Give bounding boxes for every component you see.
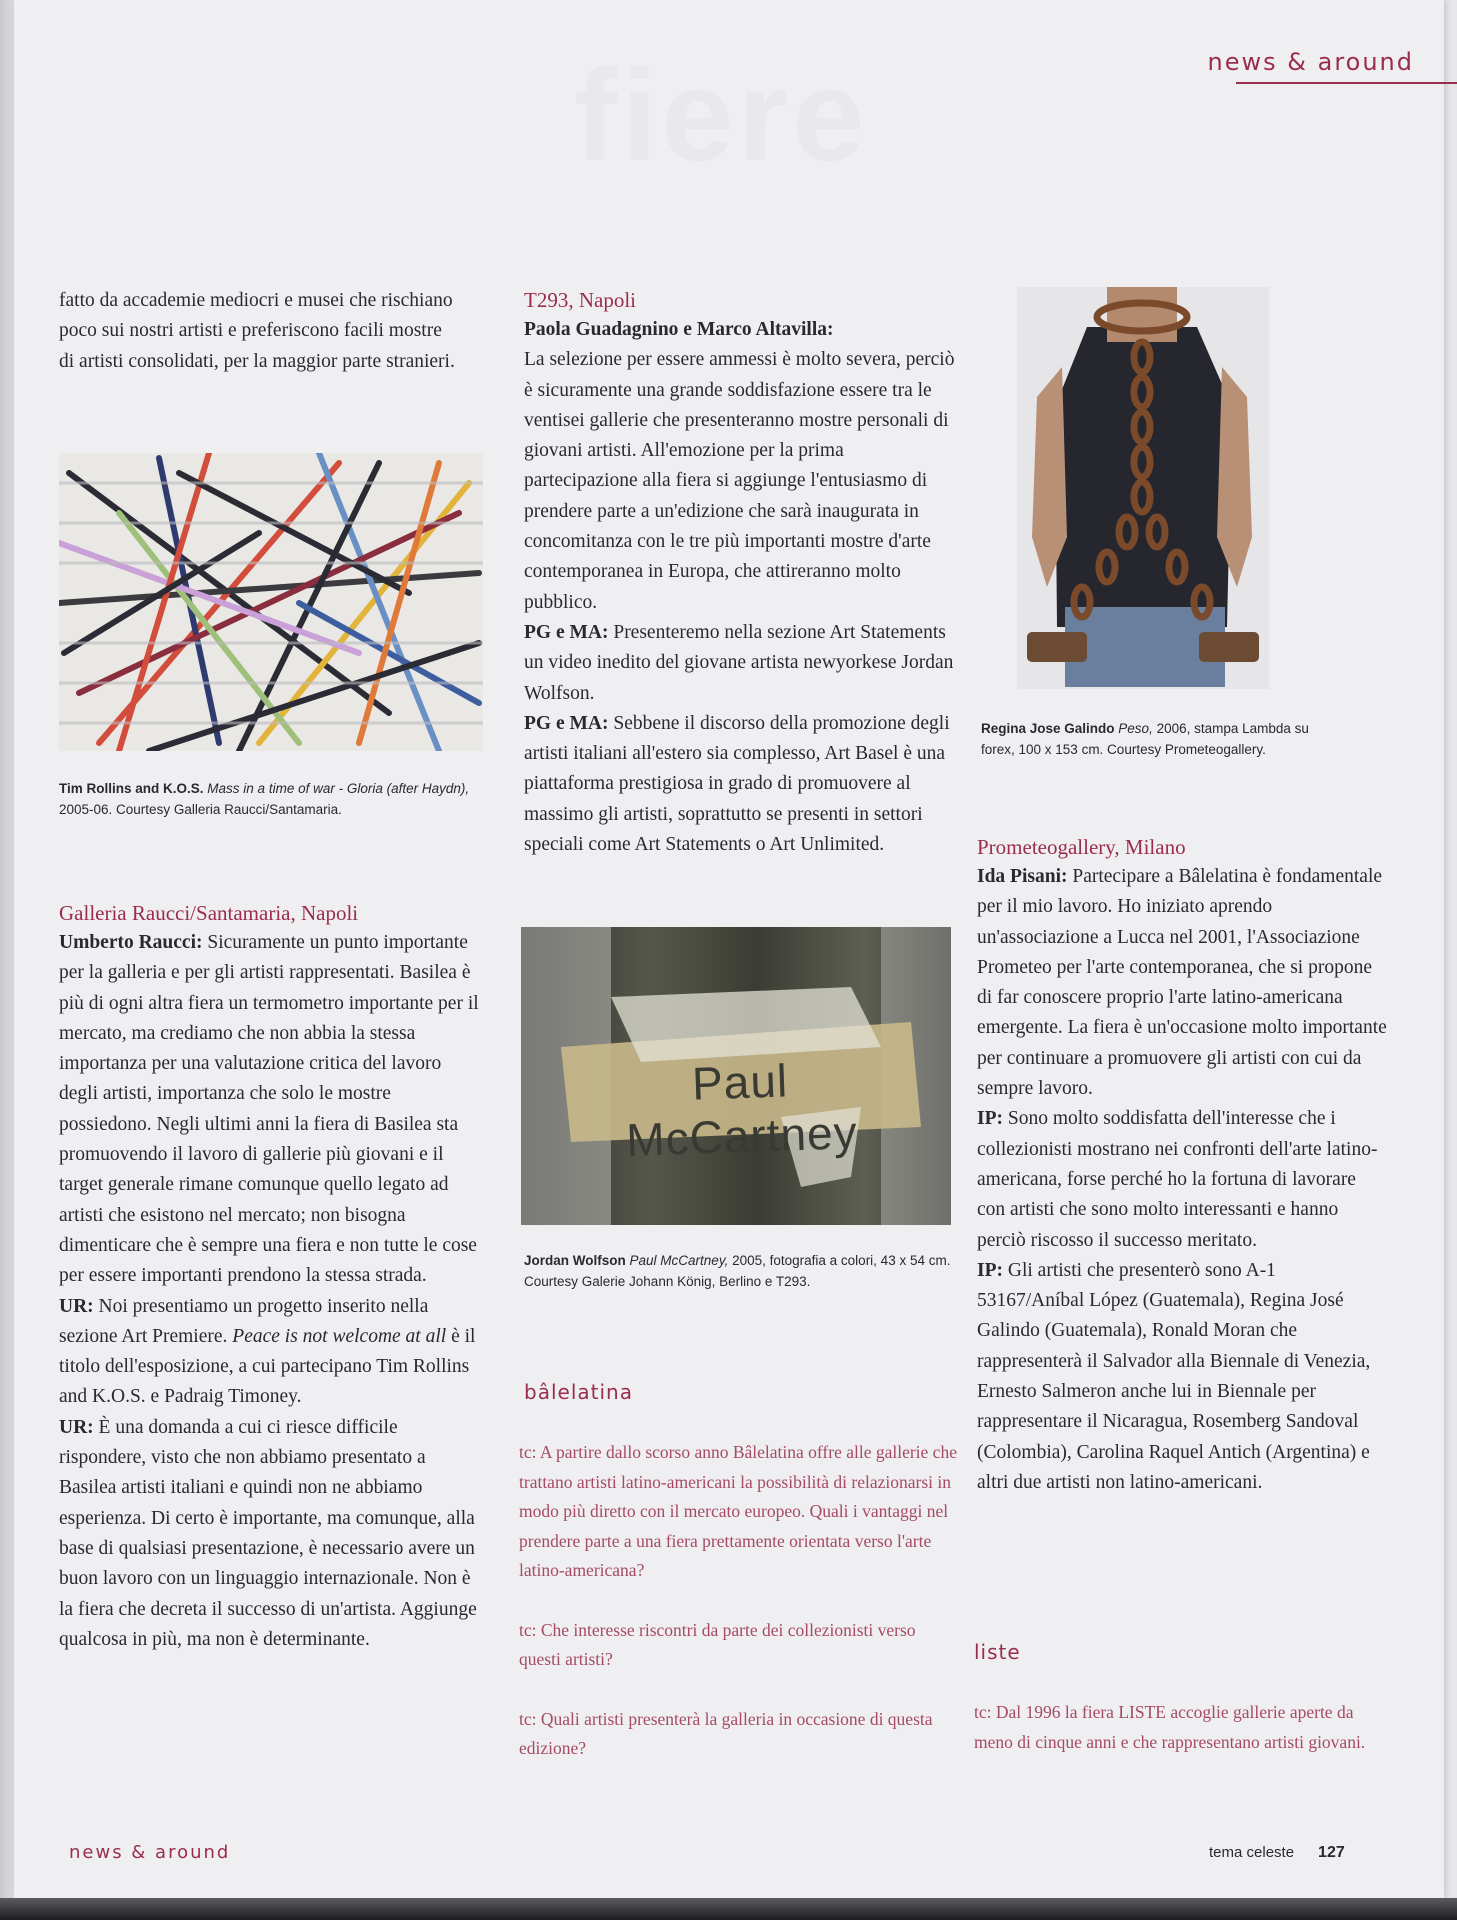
column-2-t293 xyxy=(524,285,956,860)
paragraph-text: Sebbene il discorso della promozione degli artisti italiani all'estero sia complesso, Art Basel è una piattaforma prestigiosa in grado di promuovere al massimo gli artisti, soprattutto se presenti in settori speciali come Art Statements o Art Unlimited. xyxy=(524,712,950,856)
bottom-edge xyxy=(0,1898,1457,1920)
magazine-page xyxy=(14,0,1444,1898)
caption-title: Paul McCartney, xyxy=(629,1253,729,1268)
section-heading-liste: liste xyxy=(974,1640,1021,1664)
caption-details: 2005-06. Courtesy Galleria Raucci/Santamaria. xyxy=(59,802,342,817)
raucci-paragraph-2 xyxy=(59,1292,479,1413)
caption-title: Mass in a time of war - Gloria (after Haydn), xyxy=(207,781,470,796)
t293-paragraph-1: La selezione per essere ammessi è molto severa, perciò è sicuramente una grande soddisfazione essere tra le ventisei gallerie che presenteranno mostre personali di giovani artisti. All'emozione per la prima partecipazione alla fiera si aggiunge l'entusiasmo di prendere parte a un'edizione che sarà inaugurata in concomitanza con le tre più importanti mostre d'arte contemporanea in Europa, che attireranno molto pubblico. xyxy=(524,349,955,613)
speaker-label: UR: xyxy=(59,1295,94,1317)
galindo-photo xyxy=(1017,287,1269,689)
prometeo-paragraph-3 xyxy=(977,1256,1387,1498)
gallery-heading-raucci: Galleria Raucci/Santamaria, Napoli xyxy=(59,901,359,925)
paragraph-text: Presenteremo nella sezione Art Statements un video inedito del giovane artista newyorkese Jordan Wolfson. xyxy=(524,621,954,704)
section-heading-balelatina: bâlelatina xyxy=(524,1380,633,1404)
header-rule xyxy=(1236,82,1457,84)
raucci-paragraph-1 xyxy=(59,928,479,1292)
column-3-prometeo xyxy=(977,832,1387,1498)
speaker-label: PG e MA: xyxy=(524,621,609,643)
column-1-raucci xyxy=(59,898,479,1655)
caption-artist: Tim Rollins and K.O.S. xyxy=(59,781,204,796)
caption-details: 2006, stampa Lambda su forex, 100 x 153 cm. Courtesy Prometeogallery. xyxy=(981,721,1309,757)
caption-title: Peso, xyxy=(1118,721,1153,736)
speaker-label: UR: xyxy=(59,1416,94,1438)
ghost-watermark: fiere xyxy=(574,42,869,188)
gallery-heading-t293: T293, Napoli xyxy=(524,288,636,312)
prometeo-paragraph-1 xyxy=(977,862,1387,1104)
caption-wolfson xyxy=(524,1250,954,1292)
page-number: 127 xyxy=(1318,1844,1345,1861)
speaker-label: IP: xyxy=(977,1108,1003,1130)
gallery-heading-prometeo: Prometeogallery, Milano xyxy=(977,835,1186,859)
paragraph-text: Sono molto soddisfatta dell'interesse che i collezionisti mostrano nei confronti dell'arte latino-americana, forse perché ho la fortuna di lavorare con artisti che sono molto interessanti e hanno perciò riscosso il successo meritato. xyxy=(977,1108,1378,1251)
footer-section: news & around xyxy=(69,1842,231,1863)
footer-folio xyxy=(1209,1844,1345,1862)
paragraph-text: Sicuramente un punto importante per la galleria e per gli artisti rappresentati. Basilea è più di ogni altra fiera un termometro importante per il mercato, ma crediamo che non abbia la stessa importanza per una valutazione critica del lavoro degli artisti, importanza che solo le mostre possiedono. Negli ultimi anni la fiera di Basilea sta promuovendo il lavoro di gallerie più giovani e il target generale rimane comunque quello legato ad artisti che esistono nel mercato; non bisogna dimenticare che è sempre una fiera e non tutte le cose per essere importanti prendono la stessa strada. xyxy=(59,932,479,1287)
caption-galindo xyxy=(981,718,1321,760)
running-header: news & around xyxy=(1207,48,1414,76)
speaker-label: Ida Pisani: xyxy=(977,866,1068,887)
t293-paragraph-2 xyxy=(524,618,956,709)
caption-details: 2005, fotografia a colori, 43 x 54 cm. Courtesy Galerie Johann König, Berlino e T293. xyxy=(524,1253,951,1289)
column-1-intro xyxy=(59,286,459,377)
caption-artist: Jordan Wolfson xyxy=(524,1253,626,1268)
t293-paragraph-3 xyxy=(524,709,956,860)
caption-artist: Regina Jose Galindo xyxy=(981,721,1115,736)
caption-rollins xyxy=(59,778,499,820)
intro-paragraph: fatto da accademie mediocri e musei che rischiano poco sui nostri artisti e preferiscono facili mostre di artisti consolidati, per la maggior parte stranieri. xyxy=(59,290,455,372)
photo-tape-text: Paul McCartney xyxy=(625,1054,859,1167)
rollins-painting xyxy=(59,453,483,751)
t293-speakers: Paola Guadagnino e Marco Altavilla: xyxy=(524,319,834,340)
figure-rollins xyxy=(59,453,483,751)
prometeo-paragraph-2 xyxy=(977,1104,1387,1255)
paragraph-text: è il titolo dell'esposizione, a cui partecipano Tim Rollins and K.O.S. e Padraig Timoney. xyxy=(59,1325,476,1408)
liste-questions xyxy=(974,1698,1374,1757)
magazine-name: tema celeste xyxy=(1209,1844,1295,1861)
balelatina-questions xyxy=(519,1438,959,1764)
paragraph-text: Partecipare a Bâlelatina è fondamentale per il mio lavoro. Ho iniziato aprendo un'associazione a Lucca nel 2001, l'Associazione Prometeo per l'arte contemporanea, che si propone di far conoscere proprio l'arte latino-americana emergente. La fiera è un'occasione molto importante per continuare a promuovere gli artisti con cui da sempre lavoro. xyxy=(977,866,1387,1100)
question-1: tc: Dal 1996 la fiera LISTE accoglie gallerie aperte da meno di cinque anni e che rappresentano artisti giovani. xyxy=(974,1702,1366,1752)
raucci-paragraph-3 xyxy=(59,1413,479,1655)
question-2: tc: Che interesse riscontri da parte dei collezionisti verso questi artisti? xyxy=(519,1619,916,1669)
speaker-label: Umberto Raucci: xyxy=(59,932,203,953)
paragraph-text: È una domanda a cui ci riesce difficile rispondere, visto che non abbiamo presentato a Basilea artisti italiani e quindi non ne abbiamo esperienza. Di certo è importante, ma comunque, alla base di qualsiasi presentazione, è necessario avere un buon lavoro con un linguaggio internazionale. Non è la fiera che decreta il successo di un'artista. Aggiunge qualcosa in più, ma non è determinante. xyxy=(59,1416,477,1650)
speaker-label: PG e MA: xyxy=(524,712,609,734)
figure-wolfson xyxy=(521,927,951,1225)
question-1: tc: A partire dallo scorso anno Bâlelatina offre alle gallerie che trattano artisti latino-americani la possibilità di relazionarsi in modo più diretto con il mercato europeo. Quali i vantaggi nel prendere parte a una fiera prettamente orientata verso l'arte latino-americana? xyxy=(519,1442,957,1580)
paragraph-text: Noi presentiamo un progetto inserito nella sezione Art Premiere. xyxy=(59,1295,429,1347)
figure-galindo xyxy=(1017,287,1269,689)
question-3: tc: Quali artisti presenterà la galleria in occasione di questa edizione? xyxy=(519,1708,933,1758)
speaker-label: IP: xyxy=(977,1259,1003,1281)
exhibition-title: Peace is not welcome at all xyxy=(232,1325,447,1347)
paragraph-text: Gli artisti che presenterò sono A-1 53167/Aníbal López (Guatemala), Regina José Galindo (Guatemala), Ronald Moran che rappresenterà il Salvador alla Biennale di Venezia, Ernesto Salmeron anche lui in Biennale per rappresentare il Nicaragua, Rosemberg Sandoval (Colombia), Carolina Raquel Antich (Argentina) e altri due artisti non latino-americani. xyxy=(977,1259,1371,1493)
